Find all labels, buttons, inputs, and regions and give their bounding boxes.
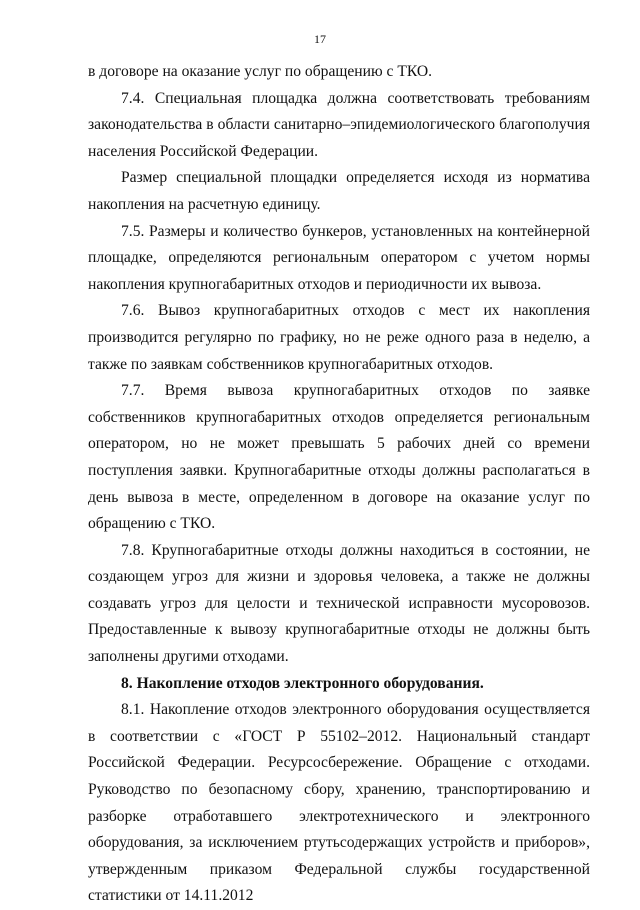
paragraph-7-4: 7.4. Специальная площадка должна соответствовать требованиям законодательства в области санитарно–эпидемиологического благополучия населения Российской Федерации. bbox=[88, 89, 590, 160]
section-heading-8: 8. Накопление отходов электронного оборудования. bbox=[121, 674, 484, 692]
paragraph-7-5: 7.5. Размеры и количество бункеров, установленных на контейнерной площадке, определяются региональным оператором с учетом нормы накопления крупногабаритных отходов и периодичности их вывоза. bbox=[88, 222, 590, 293]
page-number: 17 bbox=[314, 32, 326, 46]
paragraph-site-size: Размер специальной площадки определяется исходя из норматива накопления на расчетную единицу. bbox=[88, 169, 590, 213]
document-body bbox=[88, 59, 590, 910]
paragraph-7-6: 7.6. Вывоз крупногабаритных отходов с мест их накопления производится регулярно по графику, но не реже одного раза в неделю, а также по заявкам собственников крупногабаритных отходов. bbox=[88, 302, 590, 373]
paragraph-7-8: 7.8. Крупногабаритные отходы должны находиться в состоянии, не создающем угроз для жизни и здоровья человека, а также не должны создавать угроз для целости и технической исправности мусоровозов. Предоставленные к вывозу крупногабаритные отходы не должны быть заполнены другими отходами. bbox=[88, 541, 590, 666]
paragraph-continuation: в договоре на оказание услуг по обращению с ТКО. bbox=[88, 63, 433, 80]
paragraph-8-1: 8.1. Накопление отходов электронного оборудования осуществляется в соответствии с «ГОСТ Р 55102–2012. Национальный стандарт Российской Федерации. Ресурсосбережение. Обращение с отходами. Руководство по безопасному сбору, хранению, транспортированию и разборке отработавшего электротехнического и электронного оборудования, за исключением ртутьсодержащих устройств и приборов», утвержденным приказом Федеральной службы государственной статистики от 14.11.2012 bbox=[88, 701, 590, 905]
paragraph-7-7: 7.7. Время вывоза крупногабаритных отходов по заявке собственников крупногабаритных отходов определяется региональным оператором, но не может превышать 5 рабочих дней со времени поступления заявки. Крупногабаритные отходы должны располагаться в день вывоза в месте, определенном в договоре на оказание услуг по обращению с ТКО. bbox=[88, 382, 590, 533]
